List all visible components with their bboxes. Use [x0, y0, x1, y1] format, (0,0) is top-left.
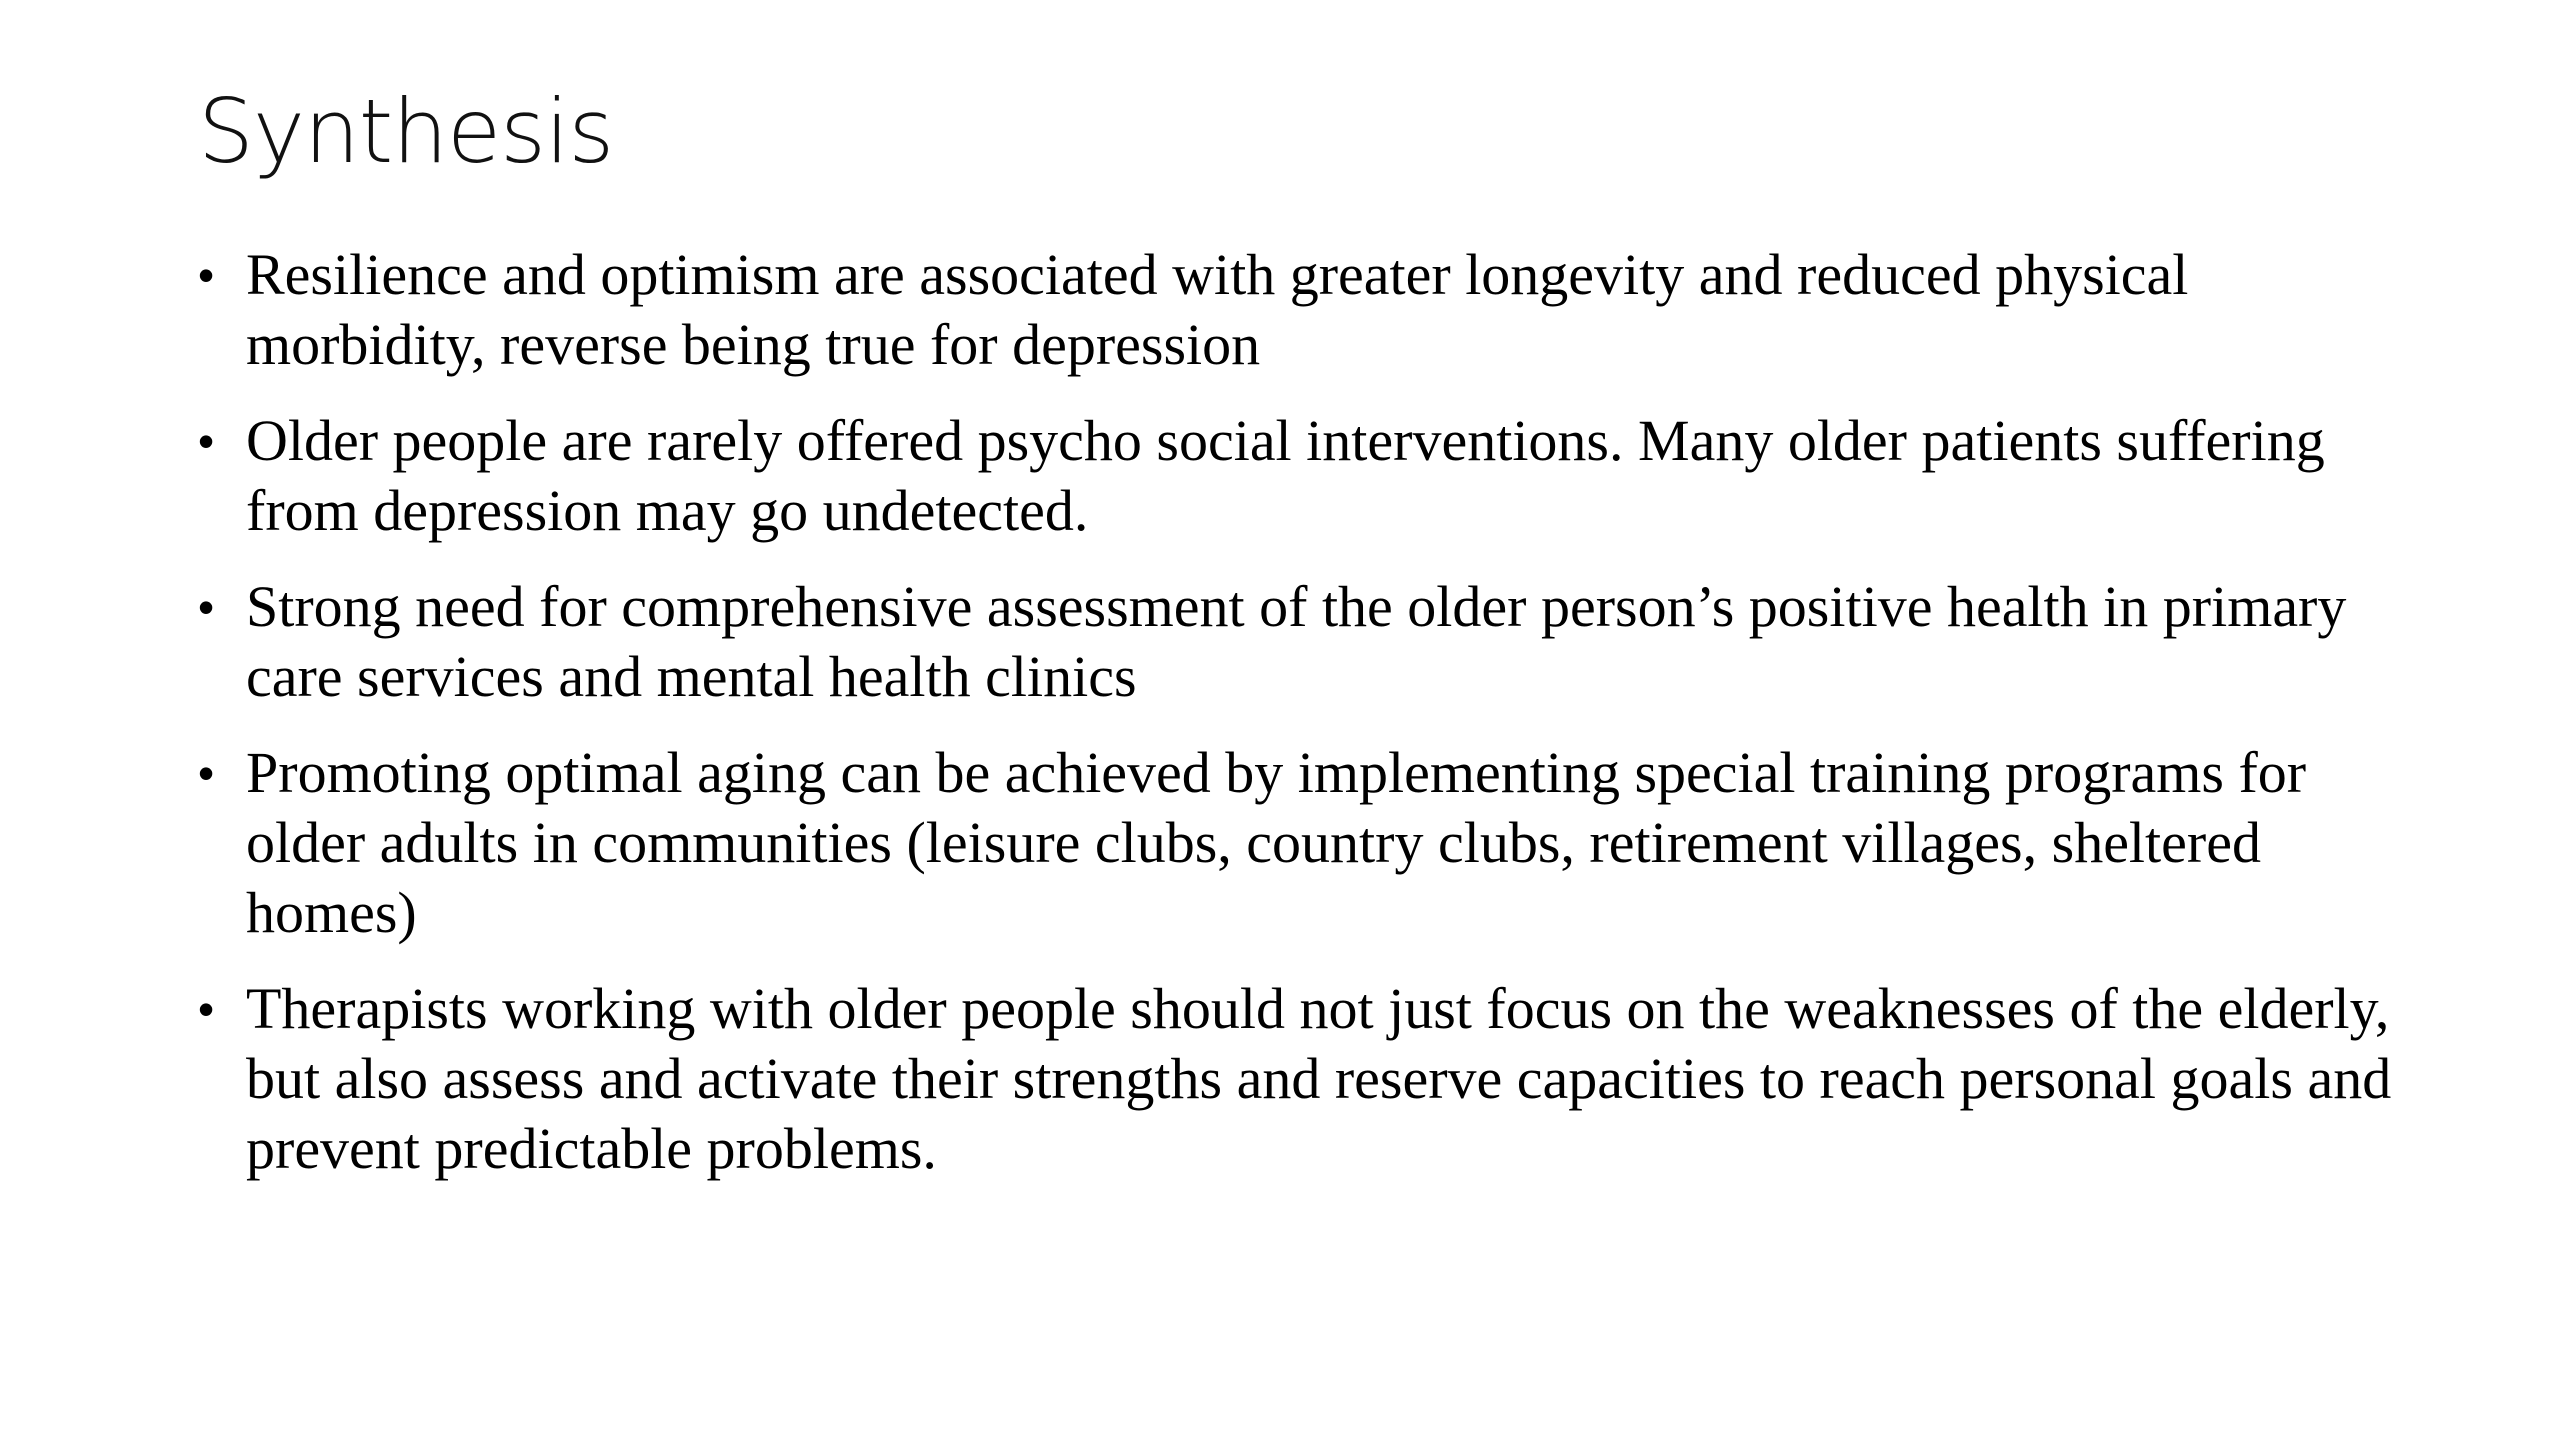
bullet-icon: •	[198, 983, 215, 1035]
bullet-text: Promoting optimal aging can be achieved by implementing special training programs for older adults in communities (leisure clubs, country clubs, retirement villages, sheltered homes)	[246, 740, 2307, 945]
bullet-text: Resilience and optimism are associated with greater longevity and reduced physical morbidity, reverse being true for depression	[246, 242, 2189, 377]
bullet-text: Strong need for comprehensive assessment of the older person’s positive health in primary care services and mental health clinics	[246, 574, 2347, 709]
bullet-icon: •	[198, 249, 215, 301]
list-item	[198, 974, 2398, 1184]
list-item	[198, 738, 2398, 948]
bullet-text: Older people are rarely offered psycho social interventions. Many older patients suffering from depression may go undetected.	[246, 408, 2325, 543]
list-item	[198, 572, 2398, 712]
list-item	[198, 240, 2398, 380]
slide-title: Synthesis	[198, 80, 614, 183]
bullet-text: Therapists working with older people should not just focus on the weaknesses of the elderly, but also assess and activate their strengths and reserve capacities to reach personal goals and prevent predictable problems.	[246, 976, 2392, 1181]
list-item	[198, 406, 2398, 546]
bullet-icon: •	[198, 747, 215, 799]
bullet-icon: •	[198, 415, 215, 467]
bullet-list	[198, 240, 2398, 1210]
bullet-icon: •	[198, 581, 215, 633]
